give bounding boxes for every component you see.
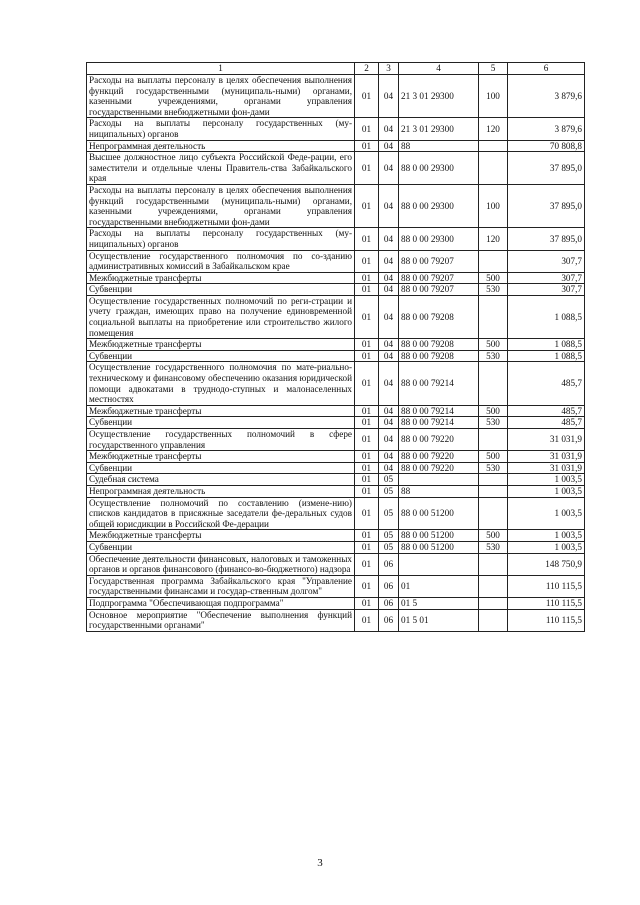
row-section: 01 — [355, 530, 379, 542]
header-col-4: 4 — [399, 63, 479, 75]
row-expense-type — [479, 362, 508, 405]
header-col-3: 3 — [379, 63, 399, 75]
table-row — [87, 118, 585, 140]
row-subsection: 04 — [379, 75, 399, 118]
row-section: 01 — [355, 541, 379, 553]
row-amount: 1 003,5 — [508, 541, 585, 553]
row-subsection: 06 — [379, 597, 399, 609]
row-target-article: 21 3 01 29300 — [399, 75, 479, 118]
row-section: 01 — [355, 405, 379, 417]
table-row — [87, 272, 585, 284]
row-section: 01 — [355, 250, 379, 272]
row-expense-type — [479, 250, 508, 272]
row-expense-type — [479, 429, 508, 451]
row-description: Высшее должностное лицо субъекта Российской Феде-рации, его заместители и отдельные члены Правитель-ства Забайкальского края — [87, 152, 355, 185]
table-row — [87, 184, 585, 227]
row-description: Межбюджетные трансферты — [87, 530, 355, 542]
row-target-article: 88 0 00 79207 — [399, 250, 479, 272]
row-subsection: 04 — [379, 250, 399, 272]
row-subsection: 04 — [379, 228, 399, 250]
row-description: Межбюджетные трансферты — [87, 272, 355, 284]
row-target-article: 88 — [399, 140, 479, 152]
table-row — [87, 609, 585, 631]
row-amount: 37 895,0 — [508, 152, 585, 185]
row-description: Субвенции — [87, 462, 355, 474]
row-description: Расходы на выплаты персоналу государственных (му-ниципальных) органов — [87, 228, 355, 250]
row-target-article: 88 0 00 79207 — [399, 272, 479, 284]
row-target-article: 88 0 00 79214 — [399, 405, 479, 417]
row-subsection: 04 — [379, 350, 399, 362]
row-section: 01 — [355, 184, 379, 227]
row-description: Осуществление государственных полномочий по реги-страции и учету граждан, имеющих право на получение единовременной социальной выплаты на приобретение или строительство жилого помещения — [87, 295, 355, 338]
row-description: Основное мероприятие "Обеспечение выполнения функций государственными органами" — [87, 609, 355, 631]
row-description: Субвенции — [87, 541, 355, 553]
row-target-article: 88 0 00 79208 — [399, 350, 479, 362]
table-row — [87, 530, 585, 542]
row-expense-type: 100 — [479, 184, 508, 227]
row-description: Осуществление государственного полномочия по мате-риально-техническому и финансовому обеспечению оказания юридической помощи адвокатами в труднодо-ступных и малонаселенных местностях — [87, 362, 355, 405]
table-header-row — [87, 63, 585, 75]
row-target-article: 21 3 01 29300 — [399, 118, 479, 140]
row-amount: 31 031,9 — [508, 462, 585, 474]
row-section: 01 — [355, 339, 379, 351]
row-description: Подпрограмма "Обеспечивающая подпрограмма" — [87, 597, 355, 609]
header-col-5: 5 — [479, 63, 508, 75]
table-row — [87, 575, 585, 597]
row-expense-type: 120 — [479, 228, 508, 250]
row-amount: 1 003,5 — [508, 497, 585, 530]
budget-document — [86, 62, 584, 632]
table-row — [87, 339, 585, 351]
row-description: Осуществление государственного полномочия по со-зданию административных комиссий в Забайкальском крае — [87, 250, 355, 272]
row-target-article: 88 0 00 79207 — [399, 284, 479, 296]
row-section: 01 — [355, 140, 379, 152]
table-row — [87, 140, 585, 152]
row-description: Судебная система — [87, 474, 355, 486]
row-subsection: 04 — [379, 362, 399, 405]
row-amount: 3 879,6 — [508, 75, 585, 118]
row-target-article: 88 0 00 79220 — [399, 462, 479, 474]
row-amount: 37 895,0 — [508, 184, 585, 227]
row-amount: 1 088,5 — [508, 339, 585, 351]
row-expense-type: 500 — [479, 530, 508, 542]
row-expense-type — [479, 597, 508, 609]
row-target-article — [399, 553, 479, 575]
row-description: Межбюджетные трансферты — [87, 451, 355, 463]
row-description: Межбюджетные трансферты — [87, 339, 355, 351]
row-amount: 1 003,5 — [508, 474, 585, 486]
row-section: 01 — [355, 417, 379, 429]
row-subsection: 04 — [379, 118, 399, 140]
table-row — [87, 451, 585, 463]
row-amount: 110 115,5 — [508, 575, 585, 597]
row-subsection: 04 — [379, 451, 399, 463]
row-expense-type: 500 — [479, 272, 508, 284]
row-amount: 37 895,0 — [508, 228, 585, 250]
row-section: 01 — [355, 474, 379, 486]
page-number: 3 — [317, 857, 323, 869]
table-row — [87, 497, 585, 530]
row-subsection: 04 — [379, 405, 399, 417]
row-section: 01 — [355, 553, 379, 575]
row-target-article: 88 0 00 79208 — [399, 295, 479, 338]
row-expense-type: 530 — [479, 541, 508, 553]
row-amount: 31 031,9 — [508, 429, 585, 451]
row-amount: 3 879,6 — [508, 118, 585, 140]
row-expense-type: 100 — [479, 75, 508, 118]
row-section: 01 — [355, 350, 379, 362]
row-target-article: 88 0 00 79208 — [399, 339, 479, 351]
table-row — [87, 417, 585, 429]
table-row — [87, 597, 585, 609]
row-expense-type — [479, 474, 508, 486]
row-expense-type: 500 — [479, 405, 508, 417]
row-subsection: 04 — [379, 429, 399, 451]
table-body — [87, 75, 585, 632]
row-target-article: 88 0 00 51200 — [399, 497, 479, 530]
row-amount: 148 750,9 — [508, 553, 585, 575]
row-expense-type — [479, 485, 508, 497]
row-expense-type — [479, 295, 508, 338]
row-target-article: 88 0 00 29300 — [399, 228, 479, 250]
table-row — [87, 462, 585, 474]
row-section: 01 — [355, 462, 379, 474]
row-subsection: 05 — [379, 497, 399, 530]
row-section: 01 — [355, 284, 379, 296]
table-row — [87, 284, 585, 296]
row-section: 01 — [355, 609, 379, 631]
row-description: Обеспечение деятельности финансовых, налоговых и таможенных органов и органов финансового (финансо-во-бюджетного) надзора — [87, 553, 355, 575]
row-subsection: 05 — [379, 541, 399, 553]
table-row — [87, 228, 585, 250]
row-expense-type: 500 — [479, 339, 508, 351]
row-expense-type: 530 — [479, 350, 508, 362]
row-subsection: 06 — [379, 553, 399, 575]
row-expense-type — [479, 575, 508, 597]
row-expense-type: 530 — [479, 284, 508, 296]
row-target-article: 88 — [399, 485, 479, 497]
table-row — [87, 541, 585, 553]
row-description: Расходы на выплаты персоналу в целях обеспечения выполнения функций государственными (муниципаль-ными) органами, казенными учреждениями, органами управления государственными внебюджетными фон-дами — [87, 184, 355, 227]
row-subsection: 04 — [379, 339, 399, 351]
row-section: 01 — [355, 362, 379, 405]
row-amount: 1 088,5 — [508, 350, 585, 362]
row-section: 01 — [355, 497, 379, 530]
header-col-6: 6 — [508, 63, 585, 75]
row-section: 01 — [355, 295, 379, 338]
row-description: Расходы на выплаты персоналу государственных (му-ниципальных) органов — [87, 118, 355, 140]
row-amount: 485,7 — [508, 362, 585, 405]
table-row — [87, 295, 585, 338]
row-subsection: 04 — [379, 417, 399, 429]
row-amount: 307,7 — [508, 284, 585, 296]
row-description: Субвенции — [87, 417, 355, 429]
table-row — [87, 485, 585, 497]
table-row — [87, 429, 585, 451]
row-amount: 31 031,9 — [508, 451, 585, 463]
row-subsection: 06 — [379, 575, 399, 597]
row-subsection: 04 — [379, 462, 399, 474]
row-expense-type — [479, 497, 508, 530]
row-description: Межбюджетные трансферты — [87, 405, 355, 417]
row-subsection: 04 — [379, 140, 399, 152]
row-amount: 70 808,8 — [508, 140, 585, 152]
row-expense-type: 120 — [479, 118, 508, 140]
row-target-article: 01 — [399, 575, 479, 597]
row-expense-type — [479, 609, 508, 631]
row-target-article: 88 0 00 79220 — [399, 451, 479, 463]
row-subsection: 05 — [379, 530, 399, 542]
row-expense-type — [479, 140, 508, 152]
row-section: 01 — [355, 272, 379, 284]
row-expense-type — [479, 152, 508, 185]
row-subsection: 04 — [379, 152, 399, 185]
table-row — [87, 553, 585, 575]
row-expense-type: 500 — [479, 451, 508, 463]
row-amount: 110 115,5 — [508, 609, 585, 631]
row-target-article: 88 0 00 29300 — [399, 184, 479, 227]
row-description: Непрограммная деятельность — [87, 485, 355, 497]
row-description: Государственная программа Забайкальского края "Управление государственными финансами и государ-ственным долгом" — [87, 575, 355, 597]
row-amount: 307,7 — [508, 250, 585, 272]
table-row — [87, 405, 585, 417]
row-subsection: 06 — [379, 609, 399, 631]
row-target-article — [399, 474, 479, 486]
row-target-article: 01 5 01 — [399, 609, 479, 631]
header-col-1: 1 — [87, 63, 355, 75]
row-section: 01 — [355, 118, 379, 140]
row-expense-type: 530 — [479, 462, 508, 474]
row-description: Осуществление полномочий по составлению (измене-нию) списков кандидатов в присяжные заседатели фе-деральных судов общей юрисдикции в Российской Фе-дерации — [87, 497, 355, 530]
row-amount: 1 003,5 — [508, 485, 585, 497]
row-target-article: 01 5 — [399, 597, 479, 609]
row-amount: 1 003,5 — [508, 530, 585, 542]
table-row — [87, 350, 585, 362]
table-row — [87, 250, 585, 272]
row-section: 01 — [355, 597, 379, 609]
row-amount: 485,7 — [508, 417, 585, 429]
row-subsection: 04 — [379, 272, 399, 284]
row-expense-type: 530 — [479, 417, 508, 429]
row-section: 01 — [355, 575, 379, 597]
table-row — [87, 152, 585, 185]
row-target-article: 88 0 00 51200 — [399, 541, 479, 553]
row-section: 01 — [355, 75, 379, 118]
row-section: 01 — [355, 485, 379, 497]
row-subsection: 04 — [379, 184, 399, 227]
row-subsection: 04 — [379, 295, 399, 338]
row-subsection: 05 — [379, 474, 399, 486]
row-expense-type — [479, 553, 508, 575]
row-amount: 1 088,5 — [508, 295, 585, 338]
row-description: Субвенции — [87, 284, 355, 296]
row-amount: 110 115,5 — [508, 597, 585, 609]
row-subsection: 05 — [379, 485, 399, 497]
row-target-article: 88 0 00 79220 — [399, 429, 479, 451]
budget-table — [86, 62, 585, 632]
row-section: 01 — [355, 152, 379, 185]
row-description: Субвенции — [87, 350, 355, 362]
row-subsection: 04 — [379, 284, 399, 296]
table-row — [87, 362, 585, 405]
table-row — [87, 474, 585, 486]
row-section: 01 — [355, 429, 379, 451]
row-amount: 485,7 — [508, 405, 585, 417]
row-description: Непрограммная деятельность — [87, 140, 355, 152]
row-section: 01 — [355, 451, 379, 463]
row-target-article: 88 0 00 79214 — [399, 417, 479, 429]
header-col-2: 2 — [355, 63, 379, 75]
row-target-article: 88 0 00 29300 — [399, 152, 479, 185]
row-target-article: 88 0 00 79214 — [399, 362, 479, 405]
table-row — [87, 75, 585, 118]
row-description: Осуществление государственных полномочий в сфере государственного управления — [87, 429, 355, 451]
row-section: 01 — [355, 228, 379, 250]
row-target-article: 88 0 00 51200 — [399, 530, 479, 542]
row-description: Расходы на выплаты персоналу в целях обеспечения выполнения функций государственными (муниципаль-ными) органами, казенными учреждениями, органами управления государственными внебюджетными фон-дами — [87, 75, 355, 118]
row-amount: 307,7 — [508, 272, 585, 284]
